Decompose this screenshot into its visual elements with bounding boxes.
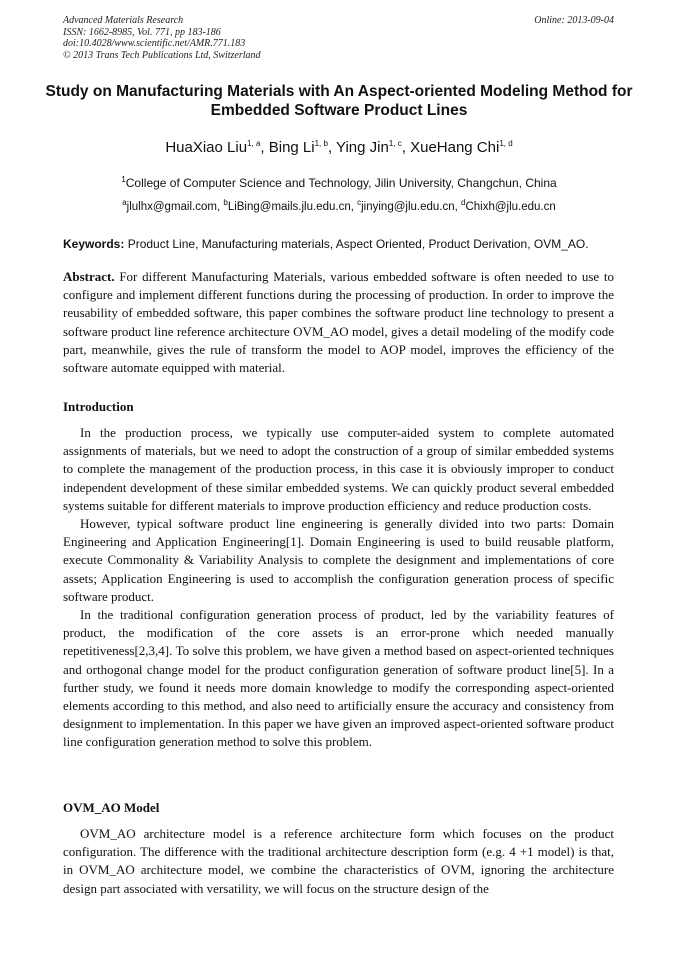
author-list bbox=[40, 139, 638, 156]
author: Ying Jin$^{1, c}$, bbox=[336, 139, 411, 156]
email: $^c$jinying@jlu.edu.cn, bbox=[357, 198, 462, 213]
journal-name: Advanced Materials Research bbox=[63, 15, 184, 26]
author: XueHang Chi$^{1, d}$ bbox=[410, 139, 513, 156]
keywords-label: Keywords: bbox=[63, 237, 125, 251]
email-list bbox=[40, 198, 638, 213]
abstract bbox=[63, 268, 614, 377]
paper-title: Study on Manufacturing Materials with An Aspect-oriented Modeling Method for Embedded Software Product Lines bbox=[45, 83, 633, 119]
ovm-ao-body bbox=[63, 825, 614, 898]
doi-line: doi:10.4028/www.scientific.net/AMR.771.183 bbox=[63, 38, 246, 49]
paragraph: However, typical software product line engineering is generally divided into two parts: Domain Engineering and Application Engineering[1]. Domain Engineering is used to build reusable platform, execute Commonality & Variability Analysis to complete the designment and implementations of core assets; Application Engineering is used to accomplish the configuration generation process of specific software product. bbox=[63, 516, 614, 604]
abstract-text: For different Manufacturing Materials, various embedded software is often needed to use to configure and implement different functions during the processing of production. In order to improve the reusability of embedded software, this paper combines the software product line technology to present a software product line reference architecture OVM_AO model, gives a detail modeling of the modify code part, meanwhile, gives the rule of transform the model to AOP model, improves the efficiency of the software automate equipped with material. bbox=[63, 269, 614, 376]
issn-line: ISSN: 1662-8985, Vol. 771, pp 183-186 bbox=[63, 26, 221, 38]
author: HuaXiao Liu$^{1, a}$, bbox=[165, 139, 269, 156]
section-heading-ovm-ao-model: OVM_AO Model bbox=[63, 800, 160, 815]
affiliation: $^1$College of Computer Science and Technology, Jilin University, Changchun, China bbox=[121, 175, 557, 190]
section-heading-introduction: Introduction bbox=[63, 399, 134, 414]
paragraph: In the traditional configuration generation process of product, led by the variability features of product, the modification of the core assets is an error-prone which needed manually repetitiveness[2,3,4]. To solve this problem, we have given a method based on aspect-oriented techniques and orthogonal change model for the product configuration generation of software product line[5]. In a further study, we found it needs more domain knowledge to modify the corresponding aspect-oriented elements according to this method, and also need to artificially ensure the accuracy and consistency from designment to implementation. In this paper we have given an improved aspect-oriented software product line configuration generation method to solve this problem. bbox=[63, 607, 614, 750]
keywords-text: Product Line, Manufacturing materials, Aspect Oriented, Product Derivation, OVM_AO. bbox=[124, 237, 589, 251]
introduction-body bbox=[63, 424, 614, 752]
paragraph: OVM_AO architecture model is a reference architecture form which focuses on the product configuration. The difference with the traditional architecture description form (e.g. 4 +1 model) is that, in OVM_AO architecture model, we combine the characteristics of OVM, ignoring the architecture design part associated with versatility, we will focus on the structure design of the bbox=[63, 826, 614, 896]
author: Bing Li$^{1, b}$, bbox=[268, 139, 337, 156]
paragraph: In the production process, we typically use computer-aided system to complete automated assignments of materials, but we need to adopt the construction of a group of similar embedded systems to complete the management of the production process, in this case it is obviously improper to conduct independent development of these similar embedded systems. We can quickly product several embedded systems suitable for different materials to improve production efficiency and reduce production costs. bbox=[63, 425, 614, 513]
copyright-line: © 2013 Trans Tech Publications Ltd, Switzerland bbox=[63, 49, 261, 61]
journal-header bbox=[63, 15, 261, 61]
email: $^b$LiBing@mails.jlu.edu.cn, bbox=[223, 198, 358, 213]
email: $^a$jlulhx@gmail.com, bbox=[122, 198, 224, 213]
email: $^d$Chixh@jlu.edu.cn bbox=[461, 198, 556, 213]
abstract-label: Abstract. bbox=[63, 269, 115, 284]
online-date: Online: 2013-09-04 bbox=[534, 15, 614, 26]
keywords bbox=[63, 237, 623, 251]
